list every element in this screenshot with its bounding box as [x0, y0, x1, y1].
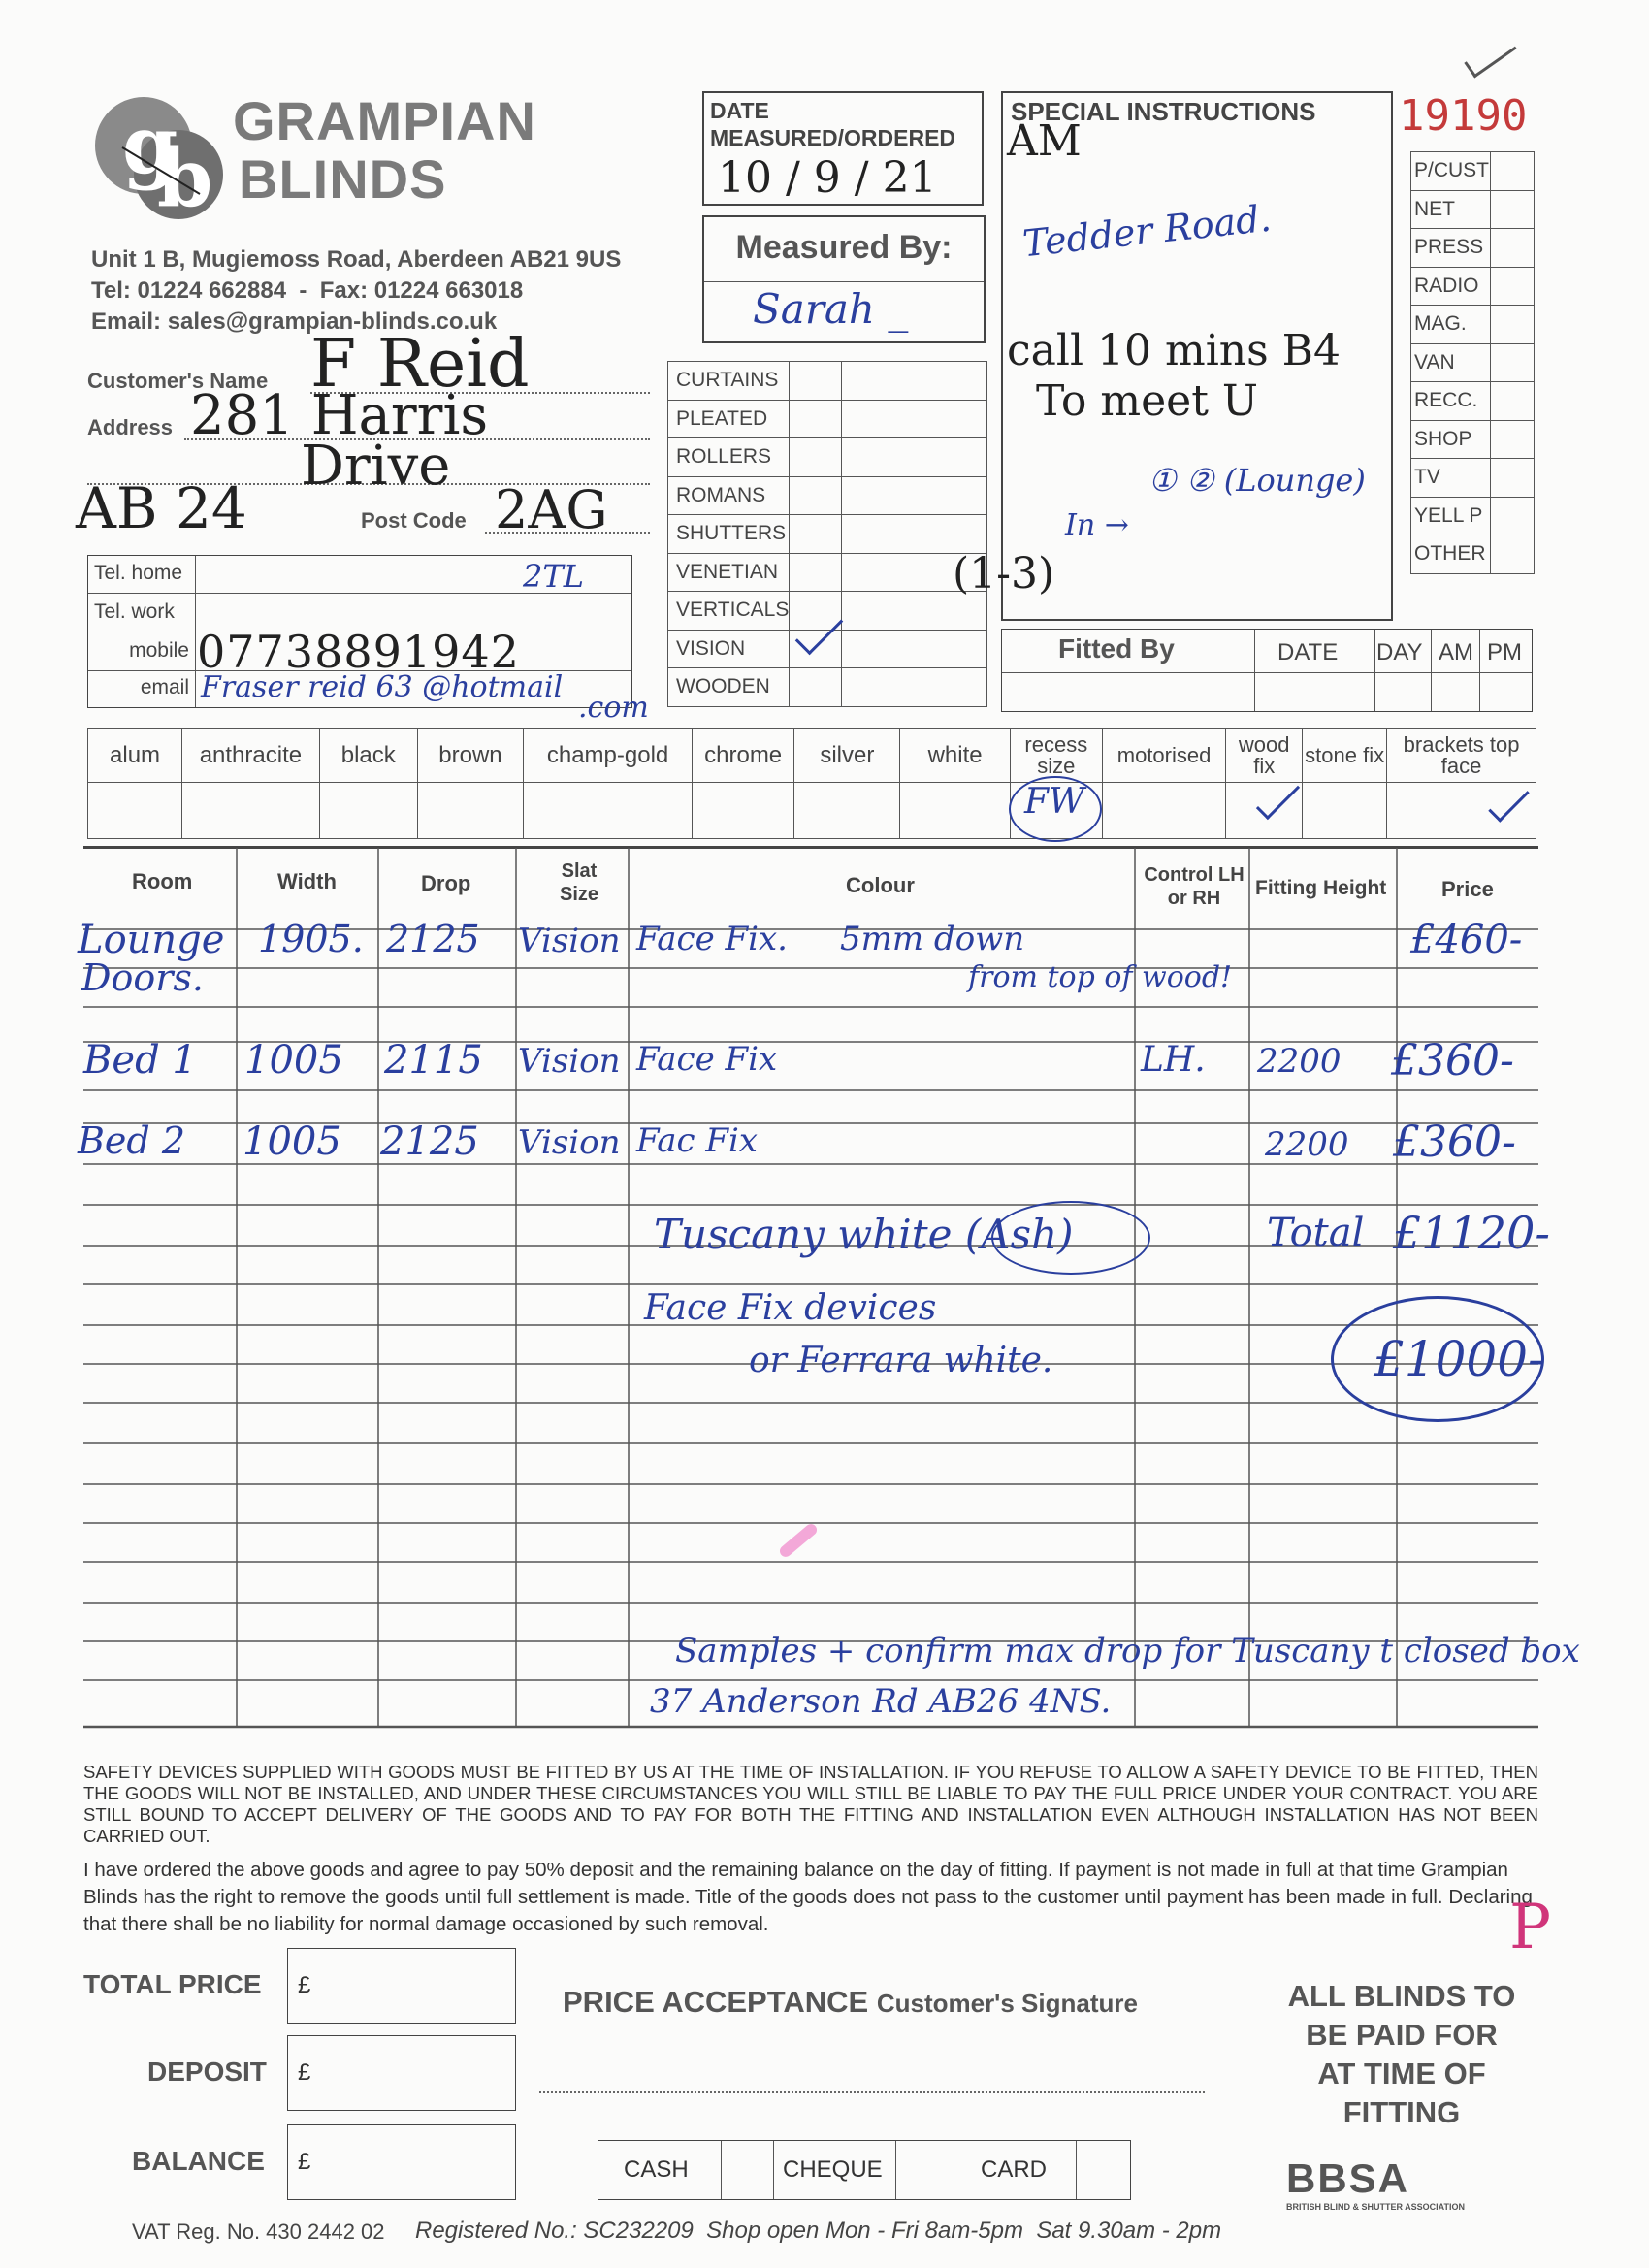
source-option-label: OTHER: [1411, 535, 1491, 574]
finish-cell[interactable]: [524, 783, 693, 839]
blind-type-label: PLEATED: [668, 400, 790, 438]
row1-slat[interactable]: Vision: [518, 922, 621, 960]
price-acceptance-sub: Customer's Signature: [876, 1989, 1138, 2018]
total-value[interactable]: £1120-: [1393, 1207, 1550, 1259]
blind-type-label: ROLLERS: [668, 438, 790, 477]
measured-by-box: [702, 215, 986, 343]
notice-line-3: AT TIME OF: [1317, 2057, 1486, 2090]
measured-by-label: Measured By:: [735, 229, 953, 266]
row4-room[interactable]: Bed 2: [78, 1119, 185, 1162]
source-option-row[interactable]: [1411, 190, 1535, 229]
blind-type-label: SHUTTERS: [668, 515, 790, 554]
source-option-label: P/CUST: [1411, 152, 1491, 191]
blind-type-qty[interactable]: [842, 668, 987, 707]
blind-type-qty[interactable]: [842, 438, 987, 477]
blind-type-qty[interactable]: [842, 515, 987, 554]
row3-colour[interactable]: Face Fix: [636, 1040, 778, 1079]
company-name-line2: BLINDS: [239, 148, 447, 210]
email-value-suffix[interactable]: .com: [578, 691, 649, 725]
svg-text:g: g: [122, 99, 178, 192]
card-option[interactable]: CARD: [981, 2156, 1048, 2183]
source-option-checkbox[interactable]: [1491, 420, 1535, 459]
measured-by-value[interactable]: Sarah _: [753, 285, 909, 333]
col-width: Width: [277, 869, 337, 893]
finish-cell[interactable]: [182, 783, 320, 839]
blind-type-qty[interactable]: [842, 630, 987, 668]
finish-cell[interactable]: [1303, 783, 1387, 839]
row1-width[interactable]: 1905.: [258, 918, 364, 960]
col-slat: Slat Size: [559, 860, 599, 905]
row1-colour[interactable]: Face Fix. 5mm down: [636, 920, 1025, 958]
source-option-checkbox[interactable]: [1491, 190, 1535, 229]
source-option-row[interactable]: [1411, 497, 1535, 535]
deposit-currency: £: [298, 2059, 311, 2086]
blind-type-label: ROMANS: [668, 476, 790, 515]
blind-type-checkbox[interactable]: [790, 438, 842, 477]
source-option-checkbox[interactable]: [1491, 382, 1535, 421]
col-drop: Drop: [421, 871, 471, 895]
source-option-row[interactable]: [1411, 229, 1535, 268]
payment-notice: [1251, 1977, 1552, 2132]
row4-height[interactable]: 2200: [1265, 1125, 1349, 1164]
ferrara-note[interactable]: or Ferrara white.: [749, 1341, 1053, 1380]
finish-header: champ-gold: [524, 729, 693, 783]
col-price: Price: [1441, 877, 1494, 901]
postcode-prefix[interactable]: AB 24: [76, 475, 247, 541]
address-line-1[interactable]: 281 Harris: [190, 384, 489, 447]
row4-colour[interactable]: Fac Fix: [636, 1121, 759, 1160]
source-option-checkbox[interactable]: [1491, 497, 1535, 535]
blind-type-qty[interactable]: [842, 476, 987, 515]
samples-note[interactable]: Samples + confirm max drop for Tuscany t closed box: [675, 1632, 1580, 1670]
blind-type-checkbox[interactable]: [790, 553, 842, 592]
fitted-date-label: DATE: [1277, 639, 1339, 665]
total-price-label: TOTAL PRICE: [83, 1969, 262, 1999]
colour-note-tuscany[interactable]: Tuscany white (Ash): [654, 1211, 1074, 1258]
email-label: email: [140, 676, 189, 698]
blind-type-checkbox[interactable]: [790, 668, 842, 707]
date-value[interactable]: 10 / 9 / 21: [718, 153, 937, 203]
col-room: Room: [132, 869, 193, 893]
source-option-checkbox[interactable]: [1491, 229, 1535, 268]
checkmark-icon: [1464, 34, 1516, 79]
date-label: DATE MEASURED/ORDERED: [710, 98, 956, 150]
row3-slat[interactable]: Vision: [518, 1042, 621, 1081]
notice-line-1: ALL BLINDS TO: [1287, 1979, 1516, 2013]
special-instructions-box: [1001, 91, 1393, 621]
finish-header: motorised: [1102, 729, 1225, 783]
finish-header: recess size: [1010, 729, 1102, 783]
row4-drop[interactable]: 2125: [380, 1119, 479, 1164]
mobile-value[interactable]: 07738891942: [197, 626, 520, 678]
finish-cell[interactable]: [1102, 783, 1225, 839]
special-line-4[interactable]: To meet U: [1036, 376, 1258, 426]
source-option-label: PRESS: [1411, 229, 1491, 268]
source-option-label: RECC.: [1411, 382, 1491, 421]
tel-home-value[interactable]: 2TL: [523, 558, 584, 595]
company-address: Unit 1 B, Mugiemoss Road, Aberdeen AB21 9US: [91, 246, 622, 273]
address-line-2[interactable]: Drive: [301, 435, 451, 498]
address-label: Address: [87, 415, 174, 439]
safety-terms: SAFETY DEVICES SUPPLIED WITH GOODS MUST BE FITTED BY US AT THE TIME OF INSTALLATION. IF YOU REFUSE TO ALLOW A SAFETY DEVICE TO BE FITTED, THEN THE GOODS WILL NOT BE INSTALLED, AND UNDER THESE CIRCUMSTANCES YOU WILL STILL BE LIABLE TO PAY THE FULL PRICE UNDER YOUR CONTRACT. YOU ARE STILL BOUND TO ACCEPT DELIVERY OF THE GOODS AND TO PAY FOR BOTH THE FITTING AND INSTALLATION EVEN ALTHOUGH INSTALLATION HAS NOT BEEN CARRIED OUT.: [83, 1762, 1538, 1846]
postcode-label: Post Code: [361, 508, 467, 533]
balance-label: BALANCE: [132, 2146, 265, 2176]
source-option-row[interactable]: [1411, 267, 1535, 306]
notice-line-2: BE PAID FOR: [1306, 2018, 1498, 2052]
col-colour: Colour: [846, 873, 915, 897]
fitted-by-label: Fitted By: [1058, 633, 1175, 664]
blind-type-row[interactable]: [668, 438, 987, 477]
special-line-5[interactable]: ① ② (Lounge): [1148, 462, 1366, 499]
finish-header: chrome: [693, 729, 794, 783]
source-option-label: YELL P: [1411, 497, 1491, 535]
finish-cell[interactable]: [417, 783, 523, 839]
blind-type-row[interactable]: [668, 553, 987, 592]
company-logo: [93, 89, 229, 221]
finish-header: brown: [417, 729, 523, 783]
finish-cell[interactable]: [693, 783, 794, 839]
row3-width[interactable]: 1005: [244, 1038, 343, 1083]
blind-type-label: VENETIAN: [668, 553, 790, 592]
source-option-row[interactable]: [1411, 306, 1535, 344]
blind-type-row[interactable]: [668, 515, 987, 554]
source-option-row[interactable]: [1411, 343, 1535, 382]
source-option-label: RADIO: [1411, 267, 1491, 306]
total-label[interactable]: Total: [1267, 1211, 1365, 1255]
source-option-row[interactable]: [1411, 152, 1535, 191]
source-option-row[interactable]: [1411, 382, 1535, 421]
source-option-label: NET: [1411, 190, 1491, 229]
finish-header: brackets top face: [1387, 729, 1536, 783]
source-option-label: MAG.: [1411, 306, 1491, 344]
fitted-day-label: DAY: [1376, 639, 1423, 665]
deposit-field[interactable]: [287, 2035, 516, 2111]
blind-type-qty[interactable]: [842, 362, 987, 401]
bbsa-logo: BBSA BRITISH BLIND & SHUTTER ASSOCIATION: [1286, 2155, 1465, 2212]
finish-cell[interactable]: [794, 783, 900, 839]
source-option-checkbox[interactable]: [1491, 343, 1535, 382]
blind-type-qty[interactable]: [842, 400, 987, 438]
source-option-label: VAN: [1411, 343, 1491, 382]
blind-type-label: VERTICALS: [668, 592, 790, 631]
row3-room[interactable]: Bed 1: [83, 1038, 197, 1083]
special-line-1[interactable]: AM: [1007, 116, 1082, 166]
postcode-value[interactable]: 2AG: [495, 479, 608, 540]
finish-header: stone fix: [1303, 729, 1387, 783]
deposit-label: DEPOSIT: [147, 2057, 267, 2087]
row4-slat[interactable]: Vision: [518, 1123, 621, 1162]
col-control: Control LH or RH: [1144, 864, 1245, 909]
source-list: [1410, 151, 1535, 574]
row1-room[interactable]: Lounge: [78, 918, 225, 962]
registration-info: Registered No.: SC232209 Shop open Mon - Fri 8am-5pm Sat 9.30am - 2pm: [415, 2218, 1222, 2244]
source-option-row[interactable]: [1411, 535, 1535, 574]
total-price-currency: £: [298, 1972, 311, 1998]
finish-cell[interactable]: [88, 783, 182, 839]
blind-type-checkbox[interactable]: [790, 515, 842, 554]
row4-width[interactable]: 1005: [242, 1119, 341, 1164]
balance-field[interactable]: [287, 2124, 516, 2200]
special-instructions-label: SPECIAL INSTRUCTIONS: [1011, 97, 1316, 126]
row4-price[interactable]: £360-: [1393, 1118, 1516, 1167]
row3-control[interactable]: LH.: [1141, 1040, 1206, 1080]
finish-header: anthracite: [182, 729, 320, 783]
fitted-by-box: [1001, 629, 1533, 712]
blind-type-row[interactable]: [668, 362, 987, 401]
tel-home-label: Tel. home: [94, 562, 183, 584]
row1-drop[interactable]: 2125: [386, 918, 480, 960]
blind-types: [667, 361, 987, 707]
finish-cell[interactable]: [900, 783, 1010, 839]
fitted-am-label: AM: [1439, 639, 1473, 665]
row2-room[interactable]: Doors.: [81, 956, 204, 999]
svg-text:b: b: [157, 132, 213, 221]
blind-type-checkbox[interactable]: [790, 400, 842, 438]
special-line-3[interactable]: call 10 mins B4: [1007, 326, 1342, 375]
contact-box: [87, 555, 632, 708]
source-option-row[interactable]: [1411, 420, 1535, 459]
balance-currency: £: [298, 2149, 311, 2175]
email-value[interactable]: Fraser reid 63 @hotmail: [201, 670, 564, 704]
recess-value[interactable]: FW: [1024, 782, 1084, 822]
source-option-checkbox[interactable]: [1491, 306, 1535, 344]
source-option-label: TV: [1411, 459, 1491, 498]
special-line-2[interactable]: Tedder Road.: [1020, 196, 1274, 266]
row3-drop[interactable]: 2115: [384, 1038, 483, 1083]
blind-type-label: CURTAINS: [668, 362, 790, 401]
source-option-label: SHOP: [1411, 420, 1491, 459]
delivery-address-note[interactable]: 37 Anderson Rd AB26 4NS.: [650, 1682, 1112, 1721]
order-number: 19190: [1399, 91, 1528, 141]
payment-terms: I have ordered the above goods and agree to pay 50% deposit and the remaining balance on the day of fitting. If payment is not made in full at that time Grampian Blinds has the right to remove the goods until full settlement is made. Title of the goods does not pass to the customer until payment has been made in full. Declaring that there shall be no liability for normal damage occasioned by such removal.: [83, 1859, 1533, 1935]
special-line-6[interactable]: In →: [1065, 508, 1129, 542]
finish-header: silver: [794, 729, 900, 783]
total-price-field[interactable]: [287, 1948, 516, 2024]
blind-type-row[interactable]: [668, 668, 987, 707]
face-fix-devices-note[interactable]: Face Fix devices: [644, 1288, 937, 1328]
finish-options: [87, 728, 1536, 839]
date-box: [702, 91, 984, 206]
margin-mark: P: [1509, 1892, 1552, 1963]
company-name-line1: GRAMPIAN: [233, 90, 536, 151]
blind-type-checkbox[interactable]: [790, 362, 842, 401]
price-acceptance-title: PRICE ACCEPTANCE: [563, 1985, 869, 2019]
source-option-checkbox[interactable]: [1491, 152, 1535, 191]
cash-option[interactable]: CASH: [624, 2156, 689, 2183]
cheque-option[interactable]: CHEQUE: [783, 2156, 883, 2183]
ash-circle: [991, 1201, 1150, 1275]
finish-header: alum: [88, 729, 182, 783]
source-option-checkbox[interactable]: [1491, 267, 1535, 306]
tel-work-label: Tel. work: [94, 600, 175, 623]
blind-type-label: WOODEN: [668, 668, 790, 707]
col-height: Fitting Height: [1255, 877, 1387, 899]
row1-price[interactable]: £460-: [1410, 918, 1523, 962]
row3-price[interactable]: £360-: [1391, 1036, 1514, 1085]
blind-type-row[interactable]: [668, 400, 987, 438]
company-email: Email: sales@grampian-blinds.co.uk: [91, 308, 498, 335]
customer-name-value[interactable]: F Reid: [310, 326, 530, 403]
finish-header: white: [900, 729, 1010, 783]
source-option-checkbox[interactable]: [1491, 459, 1535, 498]
offer-value[interactable]: £1000-: [1374, 1331, 1544, 1387]
fitted-pm-label: PM: [1487, 639, 1522, 665]
payment-methods: [598, 2140, 1131, 2200]
vat-number: VAT Reg. No. 430 2442 02: [132, 2219, 385, 2244]
source-option-row[interactable]: [1411, 459, 1535, 498]
blind-type-label: VISION: [668, 630, 790, 668]
finish-cell[interactable]: [319, 783, 417, 839]
notice-line-4: FITTING: [1342, 2095, 1461, 2129]
source-option-checkbox[interactable]: [1491, 535, 1535, 574]
mobile-label: mobile: [129, 639, 189, 662]
finish-header: black: [319, 729, 417, 783]
blind-types-note[interactable]: (1-3): [953, 549, 1055, 599]
blind-type-checkbox[interactable]: [790, 476, 842, 515]
order-table: [78, 848, 1580, 1750]
company-phone: Tel: 01224 662884 - Fax: 01224 663018: [91, 277, 524, 304]
row2-colour[interactable]: from top of wood!: [968, 960, 1233, 994]
row3-height[interactable]: 2200: [1257, 1042, 1342, 1081]
blind-type-row[interactable]: [668, 476, 987, 515]
signature-line[interactable]: [539, 2091, 1205, 2093]
finish-header: wood fix: [1226, 729, 1303, 783]
customer-name-label: Customer's Name: [87, 369, 269, 393]
